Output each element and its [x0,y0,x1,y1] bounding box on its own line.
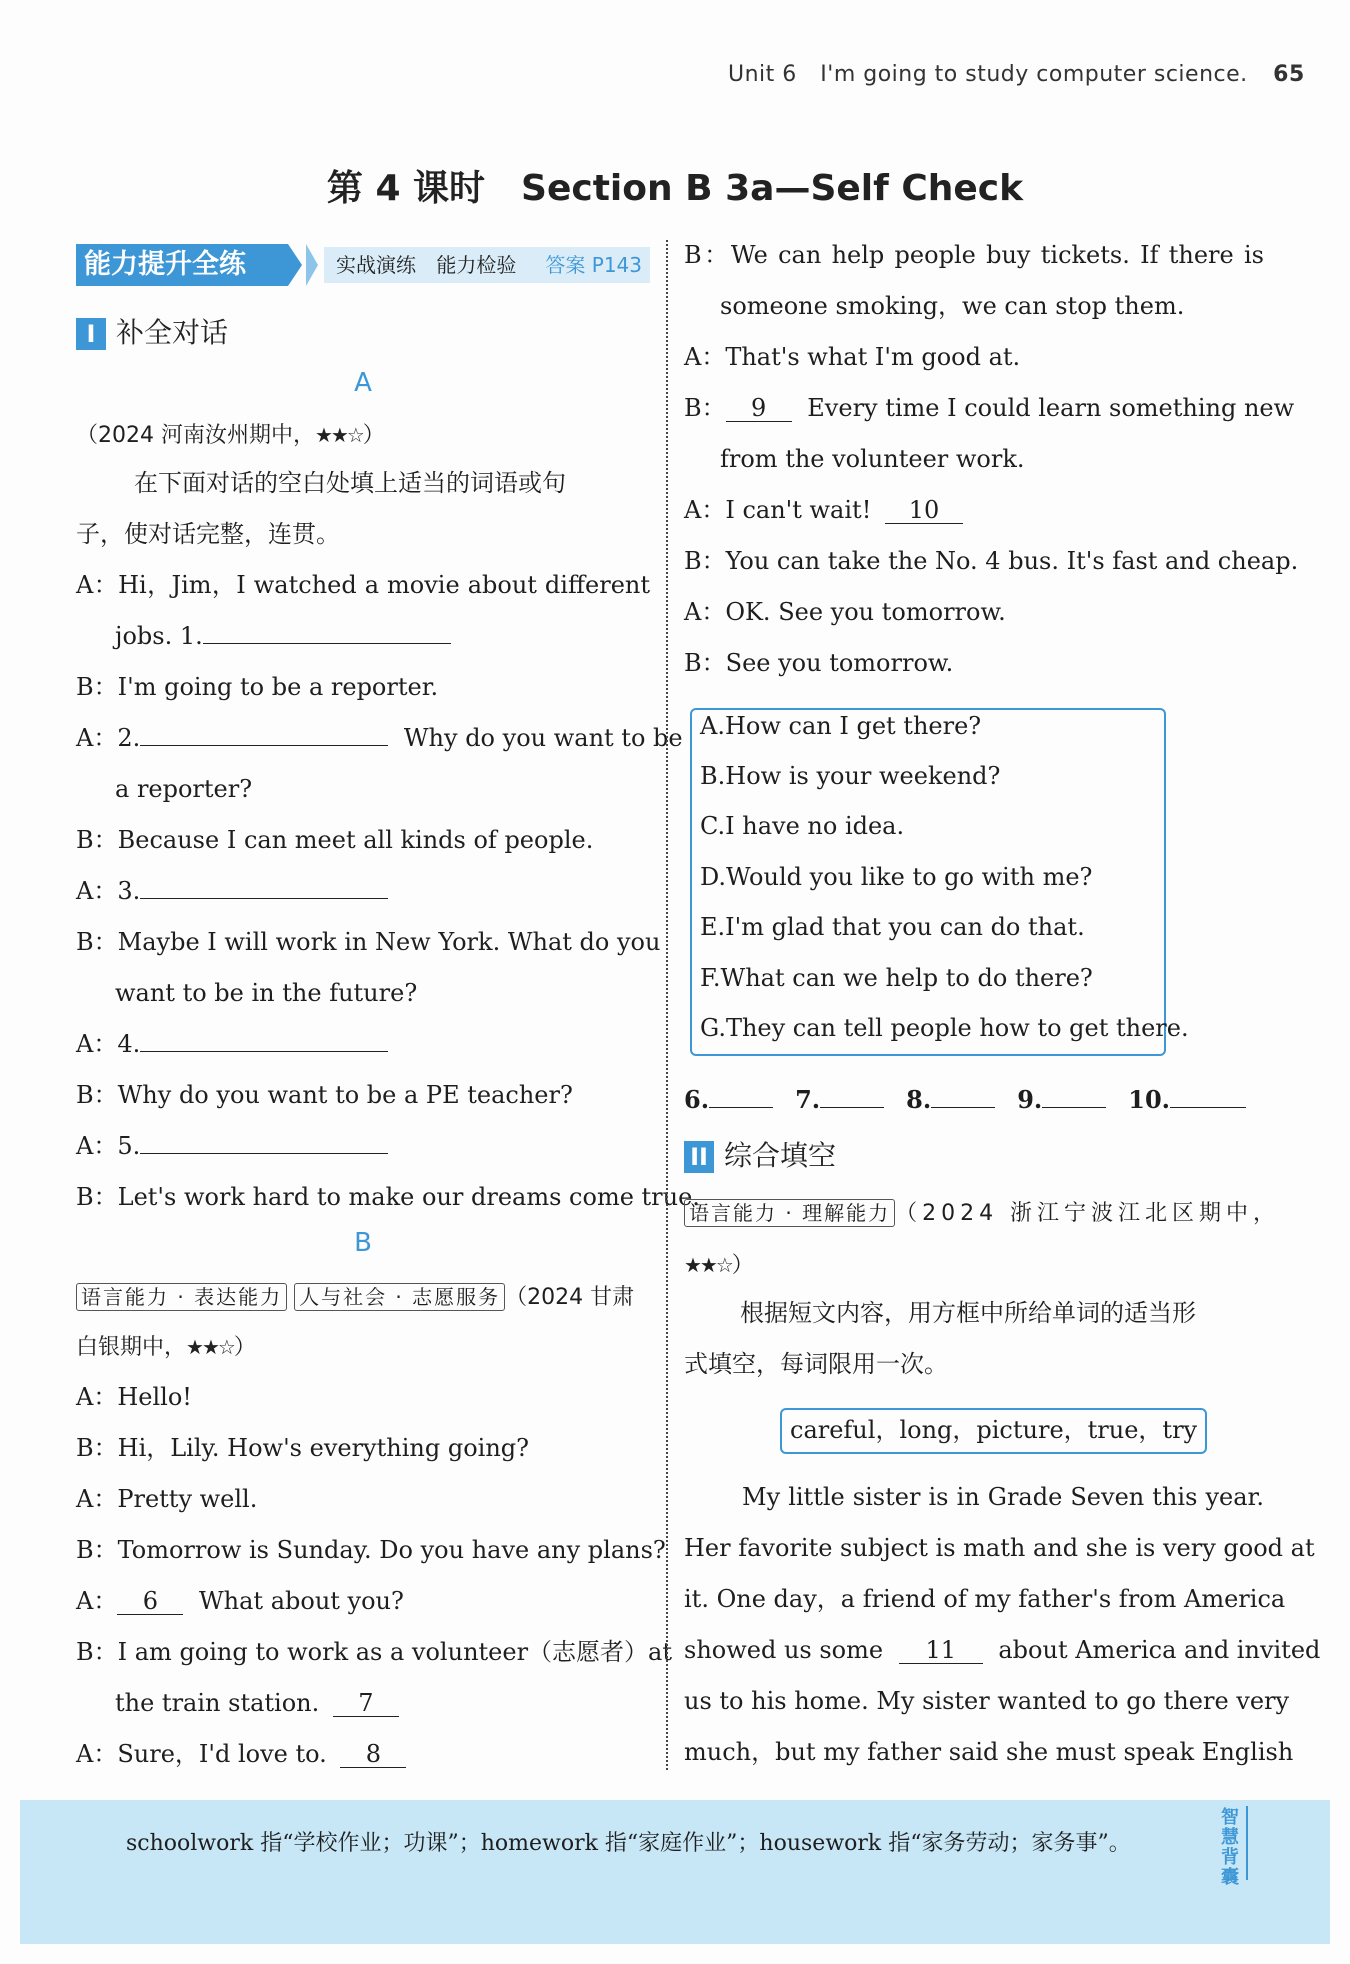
chevron-right-icon [288,244,302,286]
dialogue-line: A：I can't wait! 10 [684,485,963,536]
dialogue-line: B： 9 Every time I could learn something new [684,394,1295,422]
section-2-source-cont: ★★☆） [684,1253,754,1278]
banner-main: 能力提升全练 [76,244,288,286]
dialogue-line: B：I'm going to be a reporter. [76,673,439,701]
option-item: A.How can I get there? [700,712,982,740]
section-2-heading [684,1134,836,1174]
answer-slot-6[interactable] [709,1107,773,1108]
answer-blank-11[interactable]: 11 [899,1637,983,1664]
passage-line: Her favorite subject is math and she is very good at [684,1534,1315,1562]
dialogue-line: A：2. Why do you want to be [76,724,683,752]
dialogue-line: A：That's what I'm good at. [684,343,1021,371]
dialogue-line: B：Maybe I will work in New York. What do you [76,928,661,956]
dialogue-line: the train station. 7 [115,1678,399,1729]
part-b-source-cont: 白银期中，★★☆） [76,1335,256,1360]
dialogue-line: B：Hi，Lily. How's everything going? [76,1434,530,1462]
dialogue-line: B：Let's work hard to make our dreams come true. [76,1183,700,1211]
section-1-title: 补全对话 [116,316,229,349]
answer-slot-9[interactable] [1042,1107,1106,1108]
answer-blank-8[interactable]: 8 [340,1741,406,1768]
answer-row: 6. 7. 8. 9. 10. [684,1074,1246,1125]
dialogue-line: jobs. 1. [115,611,451,662]
difficulty-stars-icon: ★★☆ [314,423,363,447]
answer-slot-7[interactable] [820,1107,884,1108]
dialogue-line: B：We can help people buy tickets. If there is [684,241,1264,269]
page-title: 第 4 课时 Section B 3a—Self Check [326,168,1024,209]
dialogue-line: A：Hello! [76,1383,192,1411]
dialogue-line: B：Why do you want to be a PE teacher? [76,1081,573,1109]
unit-label: Unit 6 [728,62,797,87]
word-bank: careful，long，picture，true，try [780,1408,1207,1454]
part-a-instruction-2: 子，使对话完整，连贯。 [76,520,340,548]
dialogue-line: A：5. [76,1121,388,1172]
answer-blank-3[interactable] [140,898,388,899]
answer-blank-5[interactable] [140,1153,388,1154]
option-item: F.What can we help to do there? [700,964,1093,992]
tip-divider [1246,1806,1248,1880]
tip-footer [20,1800,1330,1944]
chevron-right-icon [306,244,318,286]
answer-blank-1[interactable] [203,643,451,644]
dialogue-line: A： 6 What about you? [76,1587,404,1615]
answer-reference: 答案 P143 [545,253,642,277]
part-a-instruction-1: 在下面对话的空白处填上适当的词语或句 [134,469,566,497]
part-a-label: A [354,368,372,398]
dialogue-line: B：Tomorrow is Sunday. Do you have any plans? [76,1536,666,1564]
difficulty-stars-icon: ★★☆ [684,1253,732,1277]
section-2-instruction-2: 式填空，每词限用一次。 [684,1350,948,1378]
part-b-label: B [354,1228,372,1258]
dialogue-line: someone smoking，we can stop them. [720,292,1185,320]
dialogue-line: A：Sure，I'd love to. 8 [76,1729,406,1780]
topic-tag: 人与社会 · 志愿服务 [294,1283,505,1311]
passage-line: showed us some 11 about America and invited [684,1636,1321,1664]
dialogue-line: B：You can take the No. 4 bus. It's fast and cheap. [684,547,1299,575]
section-2-instruction-1: 根据短文内容，用方框中所给单词的适当形 [740,1299,1196,1327]
passage-line: it. One day，a friend of my father's from America [684,1585,1286,1613]
dialogue-line: want to be in the future? [115,979,418,1007]
options-box [690,708,1189,1056]
banner-sub-1: 实战演练 [336,253,416,277]
answer-blank-9[interactable]: 9 [726,395,792,422]
skill-tag: 语言能力 · 理解能力 [684,1199,895,1227]
tip-text: schoolwork 指“学校作业；功课”；homework 指“家庭作业”；housework 指“家务劳动；家务事”。 [126,1831,1131,1856]
passage-line: much，but my father said she must speak English [684,1738,1294,1766]
difficulty-stars-icon: ★★☆ [186,1335,234,1359]
banner-sub [324,247,650,283]
section-2-title: 综合填空 [724,1139,837,1172]
answer-blank-2[interactable] [140,745,388,746]
answer-blank-7[interactable]: 7 [333,1690,399,1717]
unit-title: I'm going to study computer science. [820,62,1248,87]
dialogue-line: A：Pretty well. [76,1485,258,1513]
option-item: E.I'm glad that you can do that. [700,913,1085,941]
option-item: G.They can tell people how to get there. [700,1014,1189,1042]
page-header [728,62,1305,87]
option-item: C.I have no idea. [700,812,905,840]
dialogue-line: from the volunteer work. [720,445,1025,473]
banner-sub-2: 能力检验 [436,253,517,277]
dialogue-line: B：See you tomorrow. [684,649,954,677]
section-1-number: I [76,318,106,350]
option-item: D.Would you like to go with me? [700,863,1093,891]
section-2-number: II [684,1141,714,1173]
answer-blank-10[interactable]: 10 [885,497,963,524]
answer-blank-6[interactable]: 6 [117,1588,183,1615]
part-b-source: 语言能力 · 表达能力 人与社会 · 志愿服务 （2024 甘肃 [76,1272,634,1323]
page-number: 65 [1273,62,1305,87]
section-banner [76,244,650,286]
dialogue-line: A：4. [76,1019,388,1070]
answer-blank-4[interactable] [140,1051,388,1052]
column-divider [666,240,668,1770]
tip-label: 智慧背囊 [1221,1807,1239,1888]
dialogue-line: A：3. [76,866,388,917]
dialogue-line: A：Hi，Jim，I watched a movie about different [76,571,650,599]
option-item: B.How is your weekend? [700,762,1001,790]
dialogue-line: B：Because I can meet all kinds of people. [76,826,594,854]
answer-slot-10[interactable] [1170,1107,1246,1108]
skill-tag: 语言能力 · 表达能力 [76,1283,287,1311]
section-1-heading [76,311,228,351]
section-2-source: 语言能力 · 理解能力 （2024 浙江宁波江北区期中， [684,1188,1280,1239]
passage-line: My little sister is in Grade Seven this year. [742,1483,1264,1511]
dialogue-line: B：I am going to work as a volunteer（志愿者）at [76,1638,673,1666]
part-a-source: （2024 河南汝州期中，★★☆） [76,423,385,448]
dialogue-line: a reporter? [115,775,253,803]
dialogue-line: A：OK. See you tomorrow. [684,598,1006,626]
answer-slot-8[interactable] [931,1107,995,1108]
passage-line: us to his home. My sister wanted to go there very [684,1687,1290,1715]
